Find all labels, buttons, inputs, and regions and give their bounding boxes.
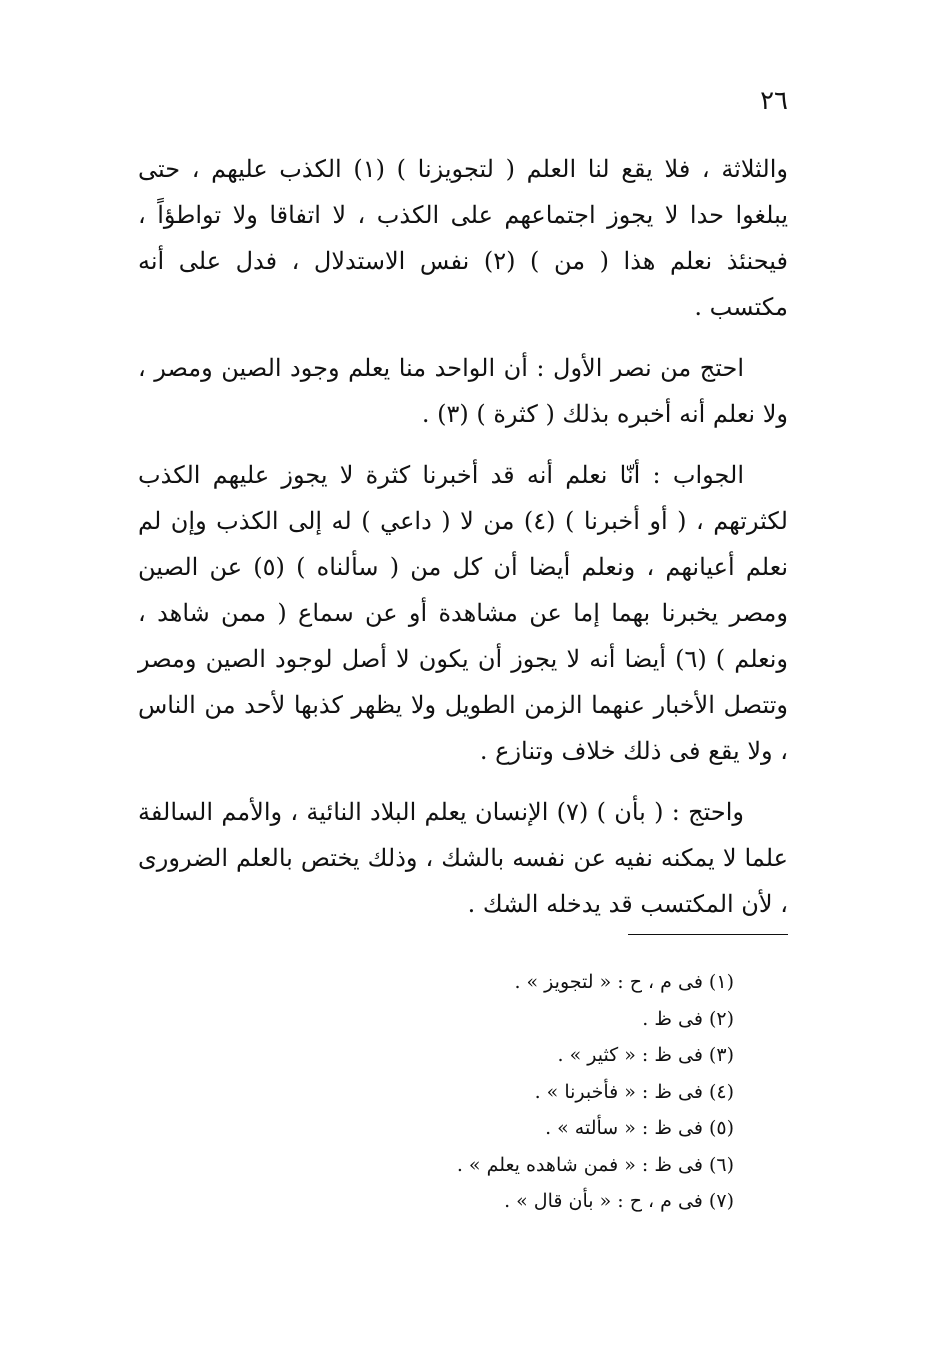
- footnotes-list: [300, 964, 734, 1220]
- footnote-1: (١) فى م ، ح : « لتجويز » .: [514, 971, 734, 993]
- footnote-4: (٤) فى ظ : « فأخبرنا » .: [534, 1080, 734, 1103]
- body-text: [138, 146, 788, 942]
- paragraph-4: واحتج : ( بأن ) (٧) الإنسان يعلم البلاد النائية ، والأمم السالفة علما لا يمكنه نفيه عن نفسه بالشك ، وذلك يختص بالعلم الضرورى ، لأن المكتسب قد يدخله الشك .: [138, 798, 788, 918]
- page-number: ٢٦: [760, 86, 788, 116]
- footnote-3: (٣) فى ظ : « كثير » .: [557, 1044, 734, 1066]
- footnote-7: (٧) فى م ، ح : « بأن قال » .: [504, 1190, 734, 1212]
- footnote-6: (٦) فى ظ : « فمن شاهده يعلم » .: [456, 1153, 734, 1176]
- paragraph-2: احتج من نصر الأول : أن الواحد منا يعلم وجود الصين ومصر ، ولا نعلم أنه أخبره بذلك ( كثرة ) (٣) .: [138, 354, 788, 428]
- paragraph-1: والثلاثة ، فلا يقع لنا العلم ( لتجويزنا ) (١) الكذب عليهم ، حتى يبلغوا حدا لا يجوز اجتماعهم على الكذب ، لا اتفاقا ولا تواطؤاً ، فيحنئذ نعلم هذا ( من ) (٢) نفس الاستدلال ، فدل على أنه مكتسب .: [138, 155, 788, 321]
- footnote-divider: [628, 934, 788, 935]
- paragraph-3: الجواب : أنّا نعلم أنه قد أخبرنا كثرة لا يجوز عليهم الكذب لكثرتهم ، ( أو أخبرنا ) (٤) من لا ( داعي ) له إلى الكذب وإن لم نعلم أعيانهم ، ونعلم أيضا أن كل من ( سألناه ) (٥) عن الصين ومصر يخبرنا بهما إما عن مشاهدة أو عن سماع ( ممن شاهد ، ونعلم ) (٦) أيضا أنه لا يجوز أن يكون لا أصل لوجود الصين ومصر وتتصل الأخبار عنهما الزمن الطويل ولا يظهر كذبها لأحد من الناس ، ولا يقع فى ذلك خلاف وتنازع .: [138, 461, 789, 765]
- footnote-5: (٥) فى ظ : « سألته » .: [545, 1117, 734, 1139]
- footnote-2: (٢) فى ظ .: [642, 1007, 734, 1030]
